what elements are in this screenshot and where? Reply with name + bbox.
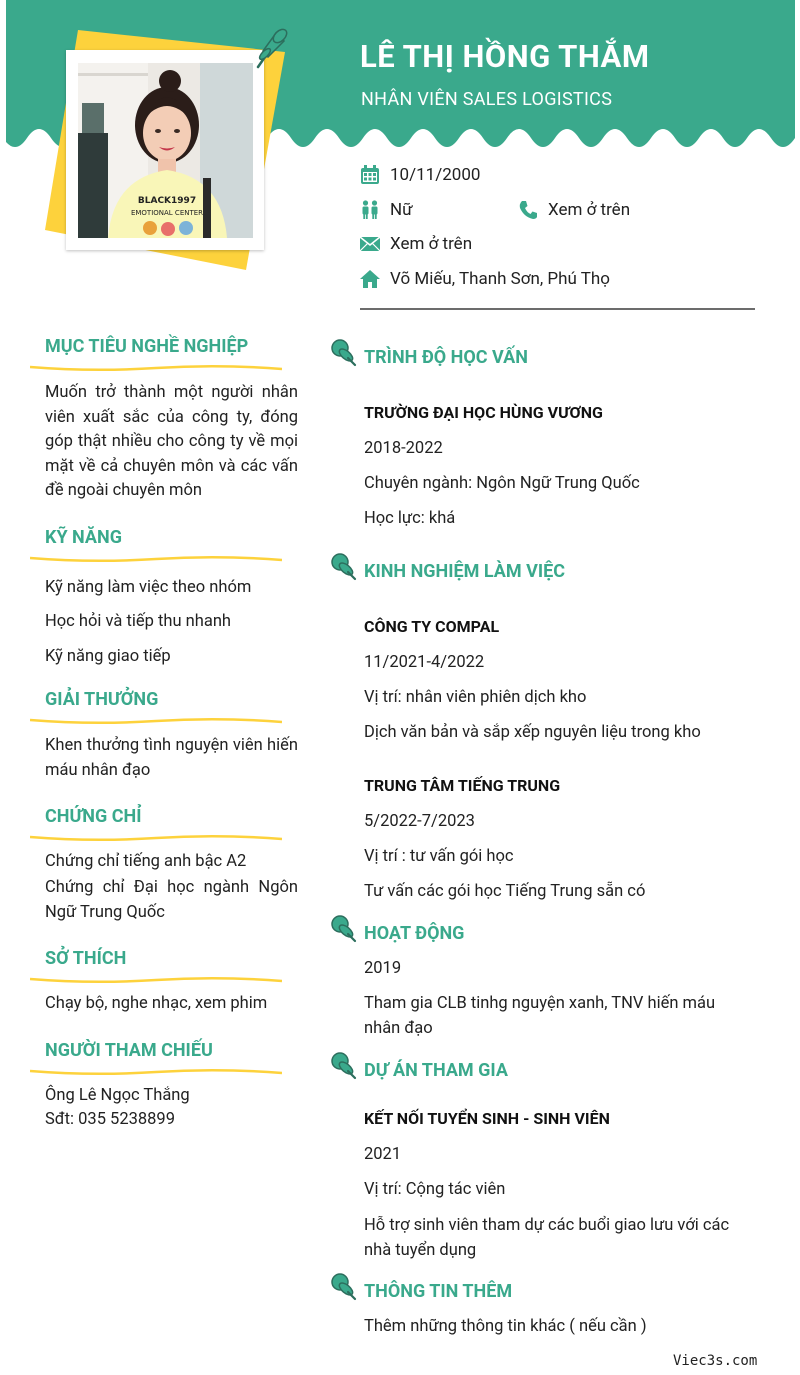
more-info-heading: THÔNG TIN THÊM [364,1281,513,1302]
pushpin-icon [329,914,357,944]
people-icon [360,200,380,220]
calendar-icon [360,165,380,185]
pushpin-icon [329,1051,357,1081]
project-name: KẾT NỐI TUYỂN SINH - SINH VIÊN [364,1109,610,1128]
gender-row [360,200,413,220]
education-major: Chuyên ngành: Ngôn Ngữ Trung Quốc [364,474,640,493]
reference-phone: Sđt: 035 5238899 [45,1110,175,1129]
experience-heading: KINH NGHIỆM LÀM VIỆC [364,561,566,582]
skills-underline [30,554,282,564]
skill-item: Học hỏi và tiếp thu nhanh [45,612,232,631]
project-year: 2021 [364,1145,402,1164]
education-period: 2018-2022 [364,439,443,458]
awards-text: Khen thưởng tình nguyện viên hiến máu nhân đạo [45,736,298,780]
certificate-item: Chứng chỉ Đại học ngành Ngôn Ngữ Trung Quốc [45,878,298,922]
hobbies-text: Chạy bộ, nghe nhạc, xem phim [45,994,268,1013]
address-row [360,269,610,289]
phone-value[interactable]: Xem ở trên [548,200,631,220]
photo-block [40,30,290,270]
pushpin-icon [250,25,290,71]
references-underline [30,1067,282,1077]
phone-row [518,200,630,220]
school-name: TRƯỜNG ĐẠI HỌC HÙNG VƯƠNG [364,403,603,422]
job-position: Vị trí: nhân viên phiên dịch kho [364,688,587,707]
education-grade: Học lực: khá [364,509,456,528]
project-role: Vị trí: Cộng tác viên [364,1180,506,1199]
birthday-value: 10/11/2000 [390,165,481,185]
awards-heading: GIẢI THƯỞNG [45,689,159,710]
birthday-row [360,165,480,185]
job-company: TRUNG TÂM TIẾNG TRUNG [364,776,561,795]
contact-divider [360,308,755,310]
home-icon [360,269,380,289]
phone-icon [518,200,538,220]
photo-frame [66,50,264,250]
objective-heading: MỤC TIÊU NGHỀ NGHIỆP [45,336,249,357]
email-value[interactable]: Xem ở trên [390,234,473,254]
education-heading: TRÌNH ĐỘ HỌC VẤN [364,347,528,368]
pushpin-icon [329,552,357,582]
mail-icon [360,234,380,254]
awards-underline [30,716,282,726]
reference-name: Ông Lê Ngọc Thắng [45,1086,190,1105]
more-info-text: Thêm những thông tin khác ( nếu cần ) [364,1317,647,1336]
pushpin-icon [329,1272,357,1302]
pushpin-icon [329,338,357,368]
job-company: CÔNG TY COMPAL [364,617,500,636]
project-description: Hỗ trợ sinh viên tham dự các buổi giao lưu với các nhà tuyển dụng [364,1216,730,1260]
skill-item: Kỹ năng giao tiếp [45,647,171,666]
footer-brand[interactable]: Viec3s.com [673,1353,758,1369]
job-period: 11/2021-4/2022 [364,653,485,672]
certificates-underline [30,833,282,843]
candidate-name: LÊ THỊ HỒNG THẮM [360,38,650,75]
profile-photo [78,63,253,238]
activity-year: 2019 [364,959,402,978]
job-description: Tư vấn các gói học Tiếng Trung sẵn có [364,882,646,901]
hobbies-heading: SỞ THÍCH [45,948,127,969]
skills-heading: KỸ NĂNG [45,527,122,548]
certificate-item: Chứng chỉ tiếng anh bậc A2 [45,852,247,871]
email-row [360,234,472,254]
shirt-text-1: BLACK1997 [137,196,197,206]
job-period: 5/2022-7/2023 [364,812,475,831]
references-heading: NGƯỜI THAM CHIẾU [45,1040,213,1061]
certificates-heading: CHỨNG CHỈ [45,806,142,827]
activity-text: Tham gia CLB tinhg nguyện xanh, TNV hiến máu nhân đạo [364,994,716,1038]
skill-item: Kỹ năng làm việc theo nhóm [45,578,252,597]
activities-heading: HOẠT ĐỘNG [364,923,465,944]
job-title: NHÂN VIÊN SALES LOGISTICS [361,89,613,110]
objective-text: Muốn trở thành một người nhân viên xuất sắc của công ty, đóng góp thật nhiều cho công ty về mọi mặt về cả chuyên môn và các vấn đề ngoài chuyên môn [45,383,298,500]
job-description: Dịch văn bản và sắp xếp nguyên liệu trong kho [364,723,701,742]
shirt-text-2: EMOTIONAL CENTER [130,209,204,217]
hobbies-underline [30,975,282,985]
objective-underline [30,363,282,373]
gender-value: Nữ [390,200,413,220]
address-value: Võ Miếu, Thanh Sơn, Phú Thọ [390,269,610,289]
job-position: Vị trí : tư vấn gói học [364,847,514,866]
projects-heading: DỰ ÁN THAM GIA [364,1060,508,1081]
